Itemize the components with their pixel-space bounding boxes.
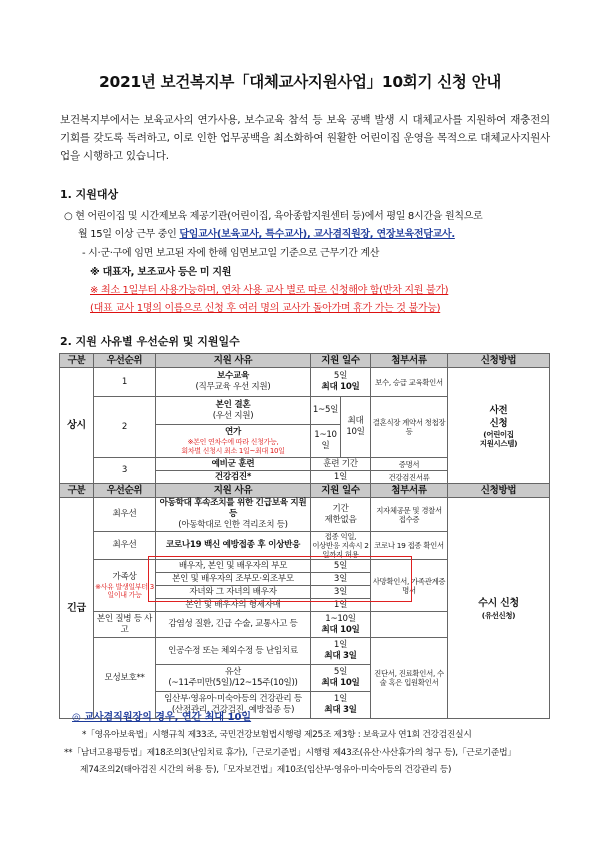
days-cell <box>311 612 371 638</box>
days-max: 최대 10일 <box>321 678 360 688</box>
reason-title: 임산부·영유아·미숙아등의 건강관리 등 <box>164 694 302 704</box>
priority-cell <box>94 560 156 612</box>
days-max: 최대 10일 <box>321 382 360 392</box>
days-value: 1일 <box>333 694 348 704</box>
doc-cell: 결혼식장 계약서 청첩장 등 <box>371 397 448 458</box>
days-cell: 1~10일 <box>311 425 341 458</box>
eligibility-line4: ※ 대표자, 보조교사 등은 미 지원 <box>90 267 232 278</box>
days-max: 최대 3일 <box>324 651 357 661</box>
reason-cell: 인공수정 또는 체외수정 등 난임치료 <box>156 638 311 665</box>
eligibility-line5: ※ 최소 1일부터 사용가능하며, 연차 사용 교사 별로 따로 신청해야 함(반차 지원 불가) <box>90 285 449 296</box>
doc-cell: 지자체공문 및 경찰서 접수증 <box>371 498 448 532</box>
header-method: 신청방법 <box>448 484 550 498</box>
intro-paragraph: 보건복지부에서는 보육교사의 연가사용, 보수교육 참석 등 보육 공백 발생 시 대체교사를 지원하여 재충전의 기회를 갖도록 독려하고, 이로 인한 업무공백을 최소화하여 원활한 어린이집 운영을 목적으로 대체교사지원사업을 시행하고 있습니다. <box>60 114 550 162</box>
reason-sub: (~11주미만(5일)/12~15주(10일)) <box>168 678 298 688</box>
reason-cell: 예비군 훈련 <box>156 458 311 471</box>
director-note: ◎ 교사겸직원장의 경우, 연간 최대 10일 <box>72 712 252 723</box>
eligibility-line6: (대표 교사 1명의 이름으로 신청 후 여러 명의 교사가 돌아가며 휴가 가는 것 불가능) <box>90 303 441 314</box>
method-line: 사전 <box>489 404 508 416</box>
reason-cell <box>156 665 311 692</box>
days-max-cell: 최대 10일 <box>341 397 371 458</box>
priority-family: 가족상 <box>112 571 137 582</box>
family-highlight-box <box>148 556 412 602</box>
category-urgent: 긴급 <box>60 498 94 719</box>
days-max: 이상반응 지속시 2일까지 허용 <box>312 541 369 559</box>
days-cell <box>311 665 371 692</box>
days-value: 접종 익일, <box>324 532 357 541</box>
priority-cell: 2 <box>94 397 156 458</box>
days-max: 최대 3일 <box>324 705 357 715</box>
reason-title: 유산 <box>224 667 241 677</box>
header-docs: 첨부서류 <box>371 354 448 368</box>
priority-cell: 3 <box>94 458 156 484</box>
reason-title: 연가 <box>224 427 241 437</box>
days-cell: 1일 <box>311 599 371 612</box>
days-cell: 3일 <box>311 586 371 599</box>
eligibility-line2 <box>78 225 455 240</box>
header-days: 지원 일수 <box>311 484 371 498</box>
reason-cell <box>156 397 311 425</box>
priority-cell: 본인 질병 등 사고 <box>94 612 156 638</box>
reason-cell: 코로나19 백신 예방접종 후 이상반응 <box>156 532 311 560</box>
days-cell: 훈련 기간 <box>311 458 371 471</box>
days-cell <box>311 692 371 719</box>
priority-cell: 최우선 <box>94 532 156 560</box>
section1-heading: 1. 지원대상 <box>60 188 119 201</box>
method-line: 신청 <box>489 417 508 429</box>
days-cell <box>311 498 371 532</box>
header-priority: 우선순위 <box>94 354 156 368</box>
priority-cell: 최우선 <box>94 498 156 532</box>
reason-title: 보수교육 <box>216 371 249 381</box>
priority-cell: 모성보호** <box>94 638 156 719</box>
reason-cell: 감염성 질환, 긴급 수술, 교통사고 등 <box>156 612 311 638</box>
days-cell: 1~5일 <box>311 397 341 425</box>
method-regular <box>448 368 550 484</box>
footnote-3: 제74조의2(태아검진 시간의 허용 등),「모자보건법」제10조(임산부·영유아·미숙아등의 건강관리 등) <box>80 765 452 775</box>
table-header-row <box>60 354 550 368</box>
eligible-teachers: 담임교사(보육교사, 특수교사), 교사겸직원장, 연장보육전담교사. <box>179 229 455 240</box>
days-max: 최대 10일 <box>321 624 360 635</box>
reason-cell <box>156 498 311 532</box>
header-days: 지원 일수 <box>311 354 371 368</box>
reason-note: ※본인 연차수에 따라 신청가능, <box>187 438 279 446</box>
days-value: 5일 <box>333 667 348 677</box>
days-cell <box>311 368 371 397</box>
days-cell: 5일 <box>311 560 371 573</box>
method-urgent <box>448 498 550 719</box>
days-cell: 3일 <box>311 573 371 586</box>
reason-cell: 건강검진* <box>156 471 311 484</box>
days-value: 5일 <box>333 371 348 381</box>
reason-sub: (우선 지원) <box>212 410 254 421</box>
support-table <box>59 353 550 719</box>
days-value: 기간 <box>332 503 349 514</box>
section2-heading: 2. 지원 사유별 우선순위 및 지원일수 <box>60 335 240 348</box>
table-header-row <box>60 484 550 498</box>
header-reason: 지원 사유 <box>156 484 311 498</box>
reason-sub: (직무교육 우선 지원) <box>195 382 271 392</box>
reason-cell: 배우자, 본인 및 배우자의 부모 <box>156 560 311 573</box>
eligibility-line3: - 시·군·구에 임면 보고된 자에 한해 임면보고일 기준으로 근무기간 계산 <box>82 248 380 259</box>
doc-cell: 건강검진서류 <box>371 471 448 484</box>
doc-cell: 보수, 승급 교육확인서 <box>371 368 448 397</box>
priority-cell: 1 <box>94 368 156 397</box>
reason-cell <box>156 425 311 458</box>
method-line: (유선신청) <box>481 610 516 620</box>
reason-sub: (산전관리, 건강검진, 예방접종 등) <box>171 705 295 715</box>
reason-cell: 본인 및 배우자의 형제자매 <box>156 599 311 612</box>
method-line: (어린이집 <box>483 429 514 439</box>
category-regular: 상시 <box>60 368 94 484</box>
header-reason: 지원 사유 <box>156 354 311 368</box>
header-priority: 우선순위 <box>94 484 156 498</box>
reason-title: 아동학대 후속조치를 위한 긴급보육 지원등 <box>159 498 307 519</box>
table-row <box>60 368 550 397</box>
doc-cell <box>371 612 448 638</box>
days-cell <box>311 638 371 665</box>
header-category: 구분 <box>60 484 94 498</box>
days-max: 제한없음 <box>324 514 357 525</box>
reason-sub: (아동학대로 인한 격리조치 등) <box>178 520 288 530</box>
days-cell: 1일 <box>311 471 371 484</box>
reason-cell: 본인 및 배우자의 조부모·외조부모 <box>156 573 311 586</box>
days-value: 1일 <box>333 640 348 650</box>
footnote-1: *「영유아보육법」시행규칙 제33조, 국민건강보험법시행령 제25조 제3항 : 보육교사 연1회 건강검진실시 <box>82 730 472 740</box>
page-title: 2021년 보건복지부「대체교사지원사업」10회기 신청 안내 <box>98 73 502 91</box>
reason-cell: 자녀와 그 자녀의 배우자 <box>156 586 311 599</box>
doc-cell: 진단서, 진료확인서, 수술 혹은 입원확인서 <box>371 638 448 719</box>
days-value: 1~10일 <box>325 613 356 624</box>
method-line: 수시 신청 <box>478 597 519 609</box>
method-line: 지원시스템) <box>479 438 518 448</box>
reason-title: 본인 결혼 <box>215 399 251 410</box>
table-row <box>60 498 550 532</box>
reason-cell <box>156 368 311 397</box>
doc-cell: 코로나 19 접종 확인서 <box>371 532 448 560</box>
priority-note: ※사유 발생일부터 3일이내 가능 <box>95 582 154 599</box>
doc-cell: 증명서 <box>371 458 448 471</box>
footnote-2: **「남녀고용평등법」제18조의3(난임치료 휴가),「근로기준법」시행령 제43조(유산·사산휴가의 청구 등),「근로기준법」 <box>64 748 516 758</box>
doc-cell: 사망확인서, 가족관계증명서 <box>371 560 448 612</box>
header-method: 신청방법 <box>448 354 550 368</box>
eligibility-line1: ○ 현 어린이집 및 시간제보육 제공기관(어린이집, 육아종합지원센터 등)에서 평일 8시간을 원칙으로 <box>64 211 483 222</box>
eligibility-line2-text: 월 15일 이상 근무 중인 <box>78 229 180 240</box>
header-docs: 첨부서류 <box>371 484 448 498</box>
reason-note: 회차별 신청시 최소 1일~최대 10일 <box>181 446 285 455</box>
header-category: 구분 <box>60 354 94 368</box>
